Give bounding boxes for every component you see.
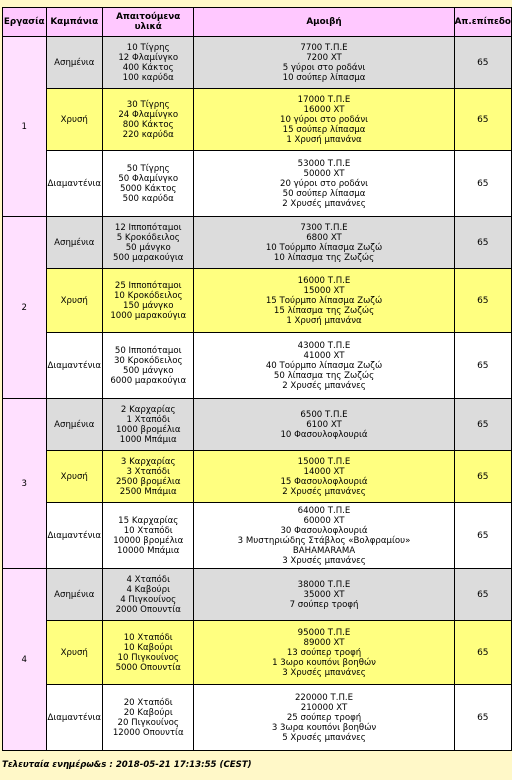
material-line: 2500 βρομέλια [115,476,181,487]
header-materials: Απαιτούμενα υλικά [103,8,194,37]
reward-line: 3 Χρυσές μπανάνες [282,555,366,566]
materials-cell [103,621,194,685]
reward-line: 16000 XT [303,104,345,115]
materials-cell [103,269,194,333]
reward-line: 1 Χρυσή μπανάνα [286,315,362,326]
reward-line: 7200 XT [306,52,342,63]
material-line: 10 Χταπόδι [123,632,173,643]
rewards-table-wrapper [2,7,512,751]
material-line: 10 Τίγρης [126,42,170,53]
reward-cell [194,333,454,399]
reward-line: 5 γύροι στο ροδάνι [282,62,366,73]
reward-line: 50 λίπασμα της Ζωζώς [273,370,375,381]
reward-line: 53000 Τ.Π.Ε [297,158,351,169]
material-line: 5 Κροκόδειλος [116,232,180,243]
material-line: 500 μάνγκο [122,365,174,376]
task-number-cell: 2 [3,217,47,399]
header-task: Εργασία [3,8,47,37]
campaign-cell: Ασημένια [46,37,103,89]
material-line: 10 Πιγκουίνος [117,652,179,663]
table-row [3,399,512,451]
reward-line: 15 Τούρμπο λίπασμα Ζωζώ [265,295,383,306]
material-line: 5000 Κάκτος [120,183,177,194]
reward-line: 10 γύροι στο ροδάνι [280,114,369,125]
reward-line: 40 Τούρμπο λίπασμα Ζωζώ [265,360,383,371]
level-cell: 65 [454,621,511,685]
reward-cell [194,685,454,751]
campaign-cell: Ασημένια [46,217,103,269]
material-line: 10 Καβούρι [123,642,173,653]
reward-line: 30 Φασουλοφλουριά [280,525,368,536]
task-number-cell: 1 [3,37,47,217]
header-reward: Αμοιβή [194,8,454,37]
table-row [3,685,512,751]
materials-cell [103,89,194,151]
level-cell: 65 [454,503,511,569]
reward-cell [194,89,454,151]
material-line: 3 Χταπόδι [126,466,170,477]
table-row [3,37,512,89]
material-line: 50 Τίγρης [126,163,170,174]
material-line: 2000 Οπουντία [115,604,181,615]
reward-cell [194,569,454,621]
reward-line: 6800 XT [306,232,342,243]
campaign-cell: Ασημένια [46,399,103,451]
materials-cell [103,503,194,569]
task-number-cell: 3 [3,399,47,569]
campaign-cell: Χρυσή [46,269,103,333]
rewards-table-body [3,37,512,751]
table-row [3,451,512,503]
material-line: 4 Χταπόδι [126,574,170,585]
reward-line: 10 λίπασμα της Ζωζώς [273,252,375,263]
reward-line: 15000 XT [303,285,345,296]
last-update-footer: Τελευταία ενημέρω&s : 2018-05-21 17:13:55 (CEST) [2,760,252,770]
material-line: 15 Καρχαρίας [118,515,179,526]
reward-cell [194,503,454,569]
campaign-cell: Διαμαντένια [46,151,103,217]
reward-line: 6500 Τ.Π.Ε [300,409,348,420]
materials-cell [103,217,194,269]
campaign-cell: Διαμαντένια [46,685,103,751]
reward-line: 10 Τούρμπο λίπασμα Ζωζώ [265,242,383,253]
material-line: 10 Χταπόδι [123,525,173,536]
material-line: 4 Πιγκουίνος [120,594,177,605]
material-line: 400 Κάκτος [122,62,174,73]
reward-line: 15000 Τ.Π.Ε [297,456,351,467]
material-line: 50 Φλαμίνγκο [118,173,179,184]
reward-line: 2 Χρυσές μπανάνες [282,198,366,209]
level-cell: 65 [454,451,511,503]
reward-line: 2 Χρυσές μπανάνες [282,486,366,497]
material-line: 10000 Μπάμια [117,545,180,556]
level-cell: 65 [454,37,511,89]
reward-line: 64000 Τ.Π.Ε [297,505,351,516]
material-line: 150 μάνγκο [122,300,174,311]
campaign-cell: Διαμαντένια [46,333,103,399]
reward-line: 25 σούπερ τροφή [286,712,362,723]
material-line: 12 Ιπποπόταμοι [114,222,182,233]
reward-cell [194,621,454,685]
material-line: 1000 μαρακούγια [110,310,187,321]
material-line: 800 Κάκτος [122,119,174,130]
materials-cell [103,151,194,217]
header-campaign: Καμπάνια [46,8,103,37]
material-line: 20 Καβούρι [123,707,173,718]
reward-line: BAHAMARAMA [292,545,356,556]
level-cell: 65 [454,217,511,269]
level-cell: 65 [454,89,511,151]
material-line: 20 Χταπόδι [123,697,173,708]
reward-line: 50000 XT [303,168,345,179]
material-line: 24 Φλαμίνγκο [118,109,179,120]
reward-cell [194,217,454,269]
reward-line: 2 Χρυσές μπανάνες [282,380,366,391]
material-line: 50 μάνγκο [125,242,171,253]
material-line: 50 Ιπποπόταμοι [114,345,182,356]
level-cell: 65 [454,269,511,333]
reward-line: 10 σούπερ λίπασμα [282,72,366,83]
campaign-cell: Χρυσή [46,621,103,685]
header-level: Απ.επίπεδο [454,8,511,37]
table-row [3,269,512,333]
reward-line: 6100 XT [306,419,342,430]
reward-line: 14000 XT [303,466,345,477]
materials-cell [103,685,194,751]
material-line: 5000 Οπουντία [115,662,181,673]
material-line: 500 καρύδα [122,193,174,204]
reward-line: 210000 XT [300,702,348,713]
reward-line: 1 Χρυσή μπανάνα [286,134,362,145]
reward-line: 10 Φασουλοφλουριά [280,429,368,440]
reward-line: 16000 Τ.Π.Ε [297,275,351,286]
reward-line: 35000 XT [303,589,345,600]
campaign-cell: Ασημένια [46,569,103,621]
reward-line: 13 σούπερ τροφή [286,647,362,658]
reward-line: 43000 Τ.Π.Ε [297,340,351,351]
material-line: 100 καρύδα [122,72,174,83]
material-line: 10 Κροκόδειλος [113,290,183,301]
material-line: 500 μαρακούγια [113,252,184,263]
material-line: 30 Τίγρης [126,99,170,110]
reward-cell [194,451,454,503]
reward-line: 5 Χρυσές μπανάνες [282,732,366,743]
material-line: 4 Καβούρι [126,584,171,595]
reward-line: 15 Φασουλοφλουριά [280,476,368,487]
reward-line: 15 λίπασμα της Ζωζώς [273,305,375,316]
level-cell: 65 [454,685,511,751]
table-row [3,333,512,399]
level-cell: 65 [454,569,511,621]
reward-cell [194,399,454,451]
material-line: 2500 Μπάμια [119,486,177,497]
campaign-cell: Διαμαντένια [46,503,103,569]
material-line: 1000 Μπάμια [119,434,177,445]
material-line: 25 Ιπποπόταμοι [114,280,182,291]
material-line: 12 Φλαμίνγκο [118,52,179,63]
level-cell: 65 [454,399,511,451]
materials-cell [103,451,194,503]
reward-line: 41000 XT [303,350,345,361]
material-line: 220 καρύδα [122,129,174,140]
campaign-cell: Χρυσή [46,451,103,503]
reward-line: 7700 Τ.Π.Ε [300,42,348,53]
material-line: 2 Καρχαρίας [120,404,176,415]
reward-cell [194,269,454,333]
materials-cell [103,333,194,399]
reward-line: 17000 Τ.Π.Ε [297,94,351,105]
reward-line: 1 3ωρο κουπόνι βοηθών [272,657,376,668]
header-row [3,8,512,37]
task-number-cell: 4 [3,569,47,751]
reward-line: 60000 XT [303,515,345,526]
material-line: 10000 βρομέλια [113,535,184,546]
table-row [3,217,512,269]
reward-line: 20 γύροι στο ροδάνι [280,178,369,189]
material-line: 20 Πιγκουίνος [117,717,179,728]
reward-line: 38000 Τ.Π.Ε [297,579,351,590]
level-cell: 65 [454,151,511,217]
materials-cell [103,37,194,89]
reward-line: 220000 Τ.Π.Ε [294,692,354,703]
reward-line: 3 3ωρα κουπόνι βοηθών [271,722,377,733]
reward-line: 3 Μυστηριώδης Στάβλος «Βολφραμίου» [237,535,411,546]
table-row [3,503,512,569]
reward-line: 7300 Τ.Π.Ε [300,222,348,233]
material-line: 1000 βρομέλια [115,424,181,435]
reward-line: 3 Χρυσές μπανάνες [282,667,366,678]
table-row [3,621,512,685]
reward-line: 50 σούπερ λίπασμα [282,188,366,199]
table-row [3,151,512,217]
campaign-cell: Χρυσή [46,89,103,151]
reward-cell [194,37,454,89]
table-row [3,89,512,151]
material-line: 6000 μαρακούγια [110,375,187,386]
materials-cell [103,399,194,451]
material-line: 12000 Οπουντία [112,727,184,738]
reward-line: 89000 XT [303,637,345,648]
reward-line: 95000 Τ.Π.Ε [297,627,351,638]
materials-cell [103,569,194,621]
material-line: 30 Κροκόδειλος [113,355,183,366]
rewards-table [2,7,512,751]
material-line: 3 Καρχαρίας [120,456,176,467]
reward-cell [194,151,454,217]
material-line: 1 Χταπόδι [126,414,170,425]
reward-line: 15 σούπερ λίπασμα [282,124,366,135]
reward-line: 7 σούπερ τροφή [289,599,359,610]
level-cell: 65 [454,333,511,399]
table-row [3,569,512,621]
